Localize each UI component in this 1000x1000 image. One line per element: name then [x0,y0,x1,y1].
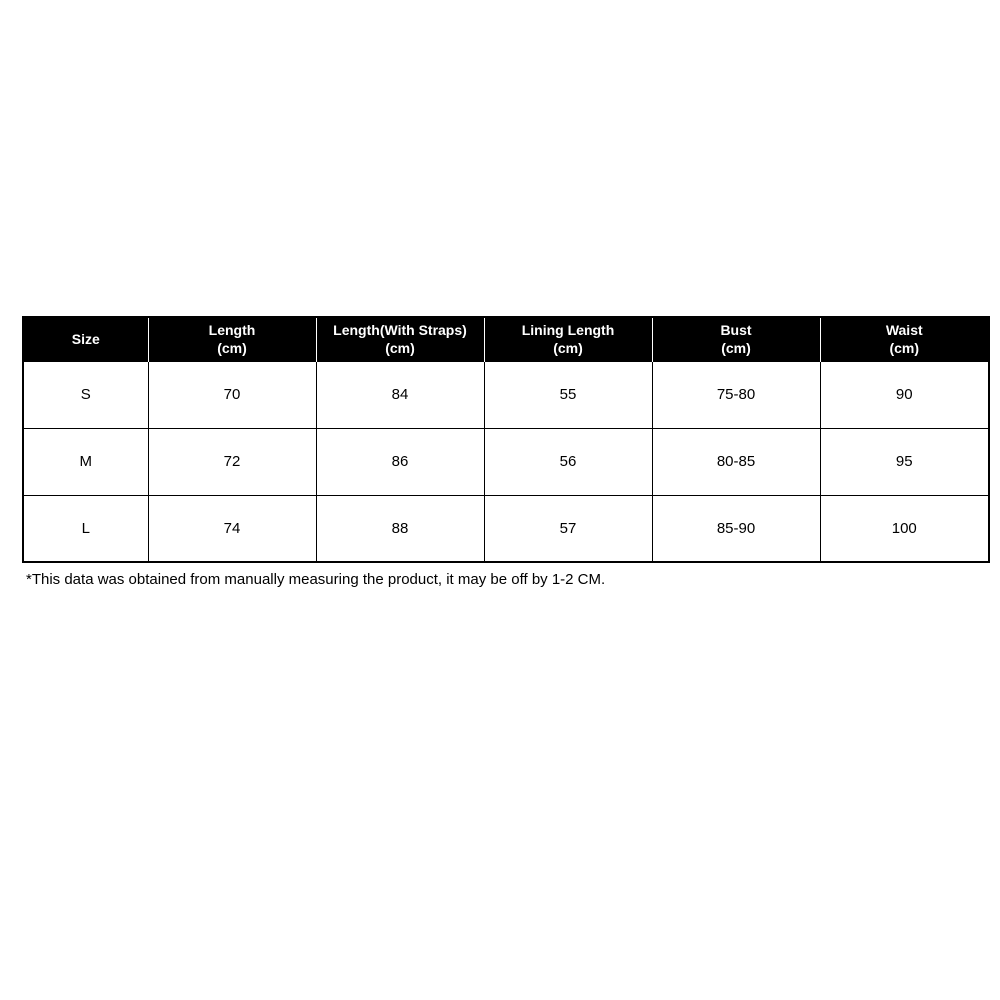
header-bust [652,317,820,361]
cell-lining-length: 57 [484,495,652,562]
measurement-footnote: *This data was obtained from manually measuring the product, it may be off by 1-2 CM. [26,571,606,588]
header-lining-length [484,317,652,361]
header-unit: (cm) [721,340,751,357]
cell-lining-length: 56 [484,428,652,495]
cell-length-with-straps: 86 [316,428,484,495]
header-length-with-straps [316,317,484,361]
cell-length-with-straps: 84 [316,361,484,428]
cell-size: S [23,361,148,428]
header-unit: (cm) [889,340,920,357]
header-size [23,317,148,361]
header-length [148,317,316,361]
cell-lining-length: 55 [484,361,652,428]
table-row [23,495,989,562]
header-unit: (cm) [553,340,583,357]
table-row [23,428,989,495]
header-label: Lining Length [521,322,615,339]
header-row [23,317,989,361]
cell-length-with-straps: 88 [316,495,484,562]
header-unit: (cm) [217,340,247,357]
header-label: Bust [720,322,752,339]
cell-waist: 100 [820,495,989,562]
cell-length: 70 [148,361,316,428]
header-unit: (cm) [385,340,415,357]
header-label: Waist [885,322,923,339]
header-label: Length(With Straps) [333,322,467,339]
table-row [23,361,989,428]
header-label: Size [71,331,100,348]
cell-size: L [23,495,148,562]
cell-length: 72 [148,428,316,495]
header-label: Length [208,322,256,339]
cell-waist: 90 [820,361,989,428]
cell-bust: 80-85 [652,428,820,495]
size-chart-table [22,316,990,563]
cell-length: 74 [148,495,316,562]
cell-bust: 85-90 [652,495,820,562]
cell-bust: 75-80 [652,361,820,428]
cell-waist: 95 [820,428,989,495]
header-waist [820,317,989,361]
cell-size: M [23,428,148,495]
